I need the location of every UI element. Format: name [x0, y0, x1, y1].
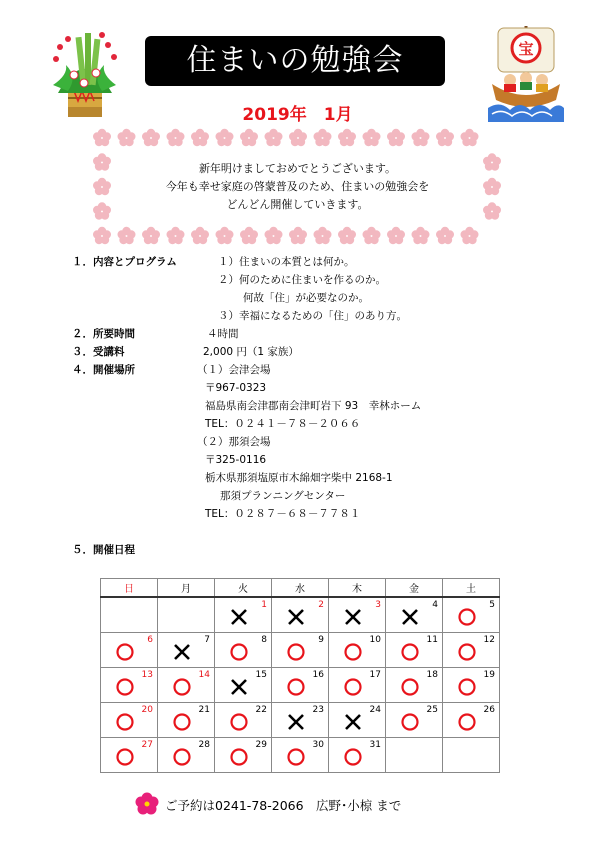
greeting-text	[120, 160, 475, 214]
calendar-day	[215, 738, 272, 773]
calendar-day	[215, 597, 272, 633]
blossom-mark	[363, 129, 381, 146]
treasure-ship-illustration	[486, 22, 566, 124]
available-circle-icon	[400, 642, 420, 662]
calendar-day	[443, 633, 500, 668]
blossom-mark	[191, 129, 209, 146]
blossom-mark	[412, 129, 430, 146]
day-number: 7	[204, 635, 210, 645]
greeting-line: どんどん開催していきます。	[226, 198, 369, 211]
event-month: 2019年 1月	[242, 105, 353, 125]
blossom-mark	[338, 129, 356, 146]
blossom-mark	[387, 129, 405, 146]
day-number: 11	[426, 635, 438, 645]
weekday-header: 水	[272, 579, 329, 598]
blossom-mark	[93, 129, 111, 146]
available-circle-icon	[229, 712, 249, 732]
calendar-day	[443, 703, 500, 738]
ship-sail-character: 宝	[518, 40, 534, 58]
available-circle-icon	[172, 677, 192, 697]
day-number: 23	[312, 705, 324, 715]
calendar-day	[329, 703, 386, 738]
unavailable-cross-icon	[229, 677, 249, 697]
day-number: 6	[147, 635, 153, 645]
day-number: 24	[369, 705, 381, 715]
unavailable-cross-icon	[286, 607, 306, 627]
weekday-header: 土	[443, 579, 500, 598]
calendar-day	[215, 668, 272, 703]
program-item: 何故「住」が必要なのか。	[243, 292, 369, 304]
blossom-mark	[461, 129, 479, 146]
blossom-mark	[387, 227, 405, 244]
blossom-mark	[93, 178, 111, 195]
calendar-day	[101, 703, 158, 738]
calendar-week	[101, 668, 500, 703]
program-item: ２）何のために住まいを作るのか。	[218, 274, 386, 286]
weekday-header: 日	[101, 579, 158, 598]
fee-value: 2,000 円（1 家族）	[203, 346, 299, 358]
day-number: 15	[255, 670, 267, 680]
blossom-mark	[142, 129, 160, 146]
calendar-day	[443, 668, 500, 703]
available-circle-icon	[343, 642, 363, 662]
available-circle-icon	[115, 677, 135, 697]
blossom-mark	[461, 227, 479, 244]
day-number: 9	[318, 635, 324, 645]
blossom-mark	[118, 129, 136, 146]
calendar-week	[101, 597, 500, 633]
venue2-zip: 〒325-0116	[205, 454, 267, 466]
venue2-name: （２）那須会場	[197, 436, 271, 448]
blossom-mark	[314, 227, 332, 244]
available-circle-icon	[286, 677, 306, 697]
available-circle-icon	[115, 712, 135, 732]
calendar-day	[386, 597, 443, 633]
blossom-mark	[191, 227, 209, 244]
day-number: 28	[198, 740, 210, 750]
blossom-mark	[142, 227, 160, 244]
calendar-day	[101, 597, 158, 633]
unavailable-cross-icon	[286, 712, 306, 732]
venue1-zip: 〒967-0323	[205, 382, 267, 394]
calendar-day	[386, 633, 443, 668]
day-number: 25	[426, 705, 438, 715]
greeting-line: 新年明けましておめでとうございます。	[198, 162, 397, 175]
available-circle-icon	[286, 747, 306, 767]
hibiscus-flower-icon	[135, 792, 159, 816]
available-circle-icon	[115, 642, 135, 662]
calendar-day	[443, 738, 500, 773]
calendar-day	[158, 738, 215, 773]
unavailable-cross-icon	[229, 607, 249, 627]
duration-value: ４時間	[207, 328, 239, 340]
day-number: 17	[369, 670, 381, 680]
section-heading-venue: ４．開催場所	[72, 364, 135, 376]
venue2-tel: TEL：０２８７－６８－７７８１	[205, 508, 361, 520]
blossom-mark	[93, 153, 111, 170]
calendar-day	[158, 703, 215, 738]
day-number: 21	[198, 705, 210, 715]
calendar-day	[101, 668, 158, 703]
venue1-name: （１）会津会場	[197, 364, 271, 376]
blossom-mark	[436, 227, 454, 244]
available-circle-icon	[400, 712, 420, 732]
calendar-day	[101, 633, 158, 668]
available-circle-icon	[343, 677, 363, 697]
day-number: 1	[261, 600, 267, 610]
blossom-mark	[240, 227, 258, 244]
day-number: 30	[312, 740, 324, 750]
available-circle-icon	[457, 642, 477, 662]
section-heading-fee: ３．受講料	[72, 346, 125, 358]
section-heading-program: １．内容とプログラム	[72, 256, 177, 268]
day-number: 4	[432, 600, 438, 610]
weekday-header: 木	[329, 579, 386, 598]
calendar-day	[386, 703, 443, 738]
blossom-mark	[216, 227, 234, 244]
schedule-calendar	[100, 578, 500, 773]
section-heading-schedule: ５．開催日程	[72, 544, 135, 556]
calendar-week	[101, 738, 500, 773]
calendar-week	[101, 703, 500, 738]
available-circle-icon	[229, 642, 249, 662]
blossom-mark	[289, 129, 307, 146]
available-circle-icon	[343, 747, 363, 767]
venue1-tel: TEL：０２４１－７８－２０６６	[205, 418, 361, 430]
greeting-line: 今年も幸せ家庭の啓蒙普及のため、住まいの勉強会を	[165, 180, 430, 193]
blossom-mark	[483, 153, 501, 170]
unavailable-cross-icon	[172, 642, 192, 662]
day-number: 16	[312, 670, 324, 680]
kadomatsu-illustration	[38, 25, 126, 120]
blossom-mark	[265, 129, 283, 146]
blossom-mark	[436, 129, 454, 146]
day-number: 10	[369, 635, 381, 645]
available-circle-icon	[115, 747, 135, 767]
unavailable-cross-icon	[343, 712, 363, 732]
calendar-day	[272, 668, 329, 703]
blossom-mark	[240, 129, 258, 146]
day-number: 27	[141, 740, 153, 750]
calendar-day	[272, 633, 329, 668]
day-number: 12	[483, 635, 495, 645]
calendar-day	[272, 597, 329, 633]
day-number: 3	[375, 600, 381, 610]
blossom-mark	[93, 227, 111, 244]
day-number: 2	[318, 600, 324, 610]
venue1-address: 福島県南会津郡南会津町岩下 93 幸林ホーム	[205, 400, 422, 412]
program-item: ３）幸福になるための「住」のあり方。	[218, 310, 407, 322]
calendar-day	[101, 738, 158, 773]
blossom-mark	[483, 178, 501, 195]
calendar-day	[443, 597, 500, 633]
available-circle-icon	[400, 677, 420, 697]
blossom-mark	[289, 227, 307, 244]
available-circle-icon	[286, 642, 306, 662]
blossom-mark	[314, 129, 332, 146]
day-number: 13	[141, 670, 153, 680]
available-circle-icon	[457, 712, 477, 732]
day-number: 5	[489, 600, 495, 610]
calendar-day	[329, 668, 386, 703]
calendar-day	[158, 668, 215, 703]
day-number: 20	[141, 705, 153, 715]
weekday-header: 金	[386, 579, 443, 598]
day-number: 14	[198, 670, 210, 680]
calendar-day	[386, 738, 443, 773]
weekday-header: 月	[158, 579, 215, 598]
day-number: 8	[261, 635, 267, 645]
venue2-address: 栃木県那須塩原市木綿畑字柴中 2168-1	[205, 472, 393, 484]
blossom-mark	[216, 129, 234, 146]
available-circle-icon	[229, 747, 249, 767]
calendar-day	[158, 597, 215, 633]
blossom-mark	[363, 227, 381, 244]
calendar-day	[386, 668, 443, 703]
weekday-header: 火	[215, 579, 272, 598]
blossom-mark	[167, 227, 185, 244]
unavailable-cross-icon	[400, 607, 420, 627]
day-number: 18	[426, 670, 438, 680]
page-title: 住まいの勉強会	[145, 36, 445, 86]
day-number: 26	[483, 705, 495, 715]
blossom-mark	[483, 202, 501, 219]
day-number: 19	[483, 670, 495, 680]
available-circle-icon	[457, 677, 477, 697]
section-heading-duration: ２．所要時間	[72, 328, 135, 340]
reservation-contact: ご予約は0241-78-2066 広野･小椋 まで	[165, 798, 402, 813]
blossom-mark	[93, 202, 111, 219]
calendar-day	[215, 703, 272, 738]
available-circle-icon	[172, 712, 192, 732]
blossom-mark	[167, 129, 185, 146]
program-item: １）住まいの本質とは何か。	[218, 256, 355, 268]
calendar-day	[329, 738, 386, 773]
calendar-week	[101, 633, 500, 668]
unavailable-cross-icon	[343, 607, 363, 627]
day-number: 31	[369, 740, 381, 750]
day-number: 22	[255, 705, 267, 715]
blossom-mark	[265, 227, 283, 244]
day-number: 29	[255, 740, 267, 750]
calendar-day	[329, 633, 386, 668]
venue2-place: 那須プランニングセンター	[220, 490, 346, 502]
calendar-day	[215, 633, 272, 668]
calendar-day	[329, 597, 386, 633]
blossom-mark	[412, 227, 430, 244]
blossom-mark	[338, 227, 356, 244]
calendar-day	[272, 703, 329, 738]
blossom-mark	[118, 227, 136, 244]
calendar-day	[272, 738, 329, 773]
available-circle-icon	[172, 747, 192, 767]
available-circle-icon	[457, 607, 477, 627]
calendar-day	[158, 633, 215, 668]
